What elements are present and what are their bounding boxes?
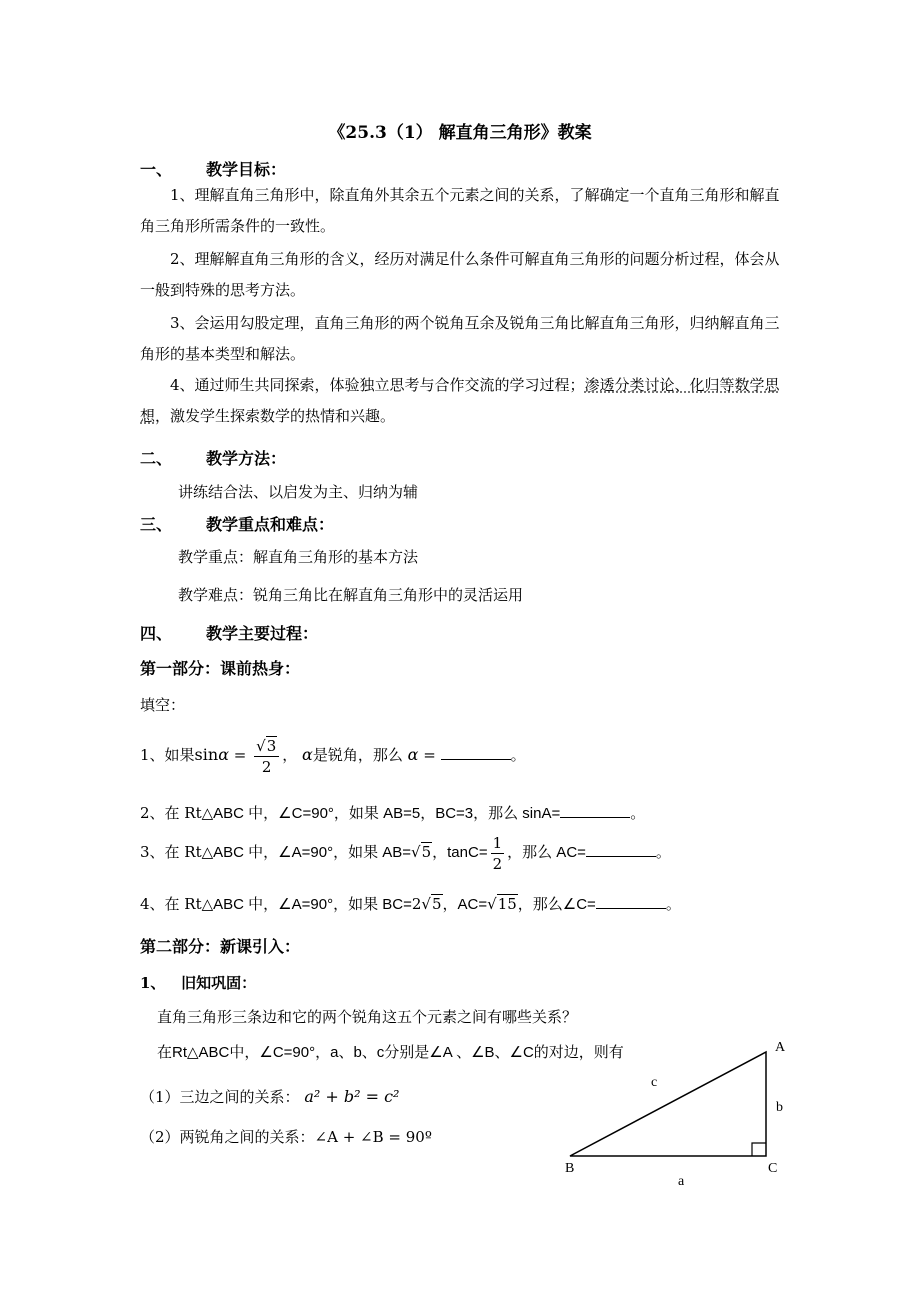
q1-equals-2: =: [423, 746, 436, 764]
q4-sqrt-2: √15: [487, 895, 517, 913]
page-title: 《25.3（1） 解直角三角形》教案: [328, 123, 592, 143]
q3-text: △ABC 中，∠A=90°，如果 AB=: [201, 844, 412, 861]
section-3-number: 三、: [140, 515, 173, 534]
q2-text: △ABC 中，∠C=90°，如果 AB=5，BC=3，那么 sinA=: [201, 805, 561, 822]
q4-ac: ，AC=: [442, 896, 488, 913]
q1-comma: ，: [282, 746, 298, 764]
triangle-setup: 在Rt△ABC中，∠C=90°，a、b、c分别是∠A 、∠B、∠C的对边，则有: [157, 1044, 624, 1061]
relation-1-formula: a² + b² = c²: [304, 1087, 400, 1106]
q1-alpha-3: α: [407, 745, 419, 764]
q1-prefix: 1、如果: [140, 746, 195, 764]
q4-end: 。: [665, 895, 681, 913]
goal-3: 3、会运用勾股定理，直角三角形的两个锐角互余及锐角三角比解直角三角形，归纳解直角三角形的基本类型和解法。: [140, 314, 780, 363]
difficult-point: 教学难点：锐角三角比在解直角三角形中的灵活运用: [178, 586, 524, 604]
vertex-c-label: C: [768, 1161, 778, 1176]
q1-equals: =: [233, 746, 247, 764]
q4-sqrt: √5: [421, 895, 442, 913]
section-4-title: 教学主要过程：: [206, 624, 319, 643]
triangle-shape: [570, 1052, 766, 1156]
side-b-label: b: [776, 1100, 783, 1115]
q1-numerator: 3: [266, 736, 277, 755]
part-2-subheading: 1、 旧知巩固：: [140, 974, 257, 992]
goal-4-part-a: 4、通过师生共同探索，体验独立思考与合作交流的学习过程；: [170, 376, 585, 394]
q3-numerator: 1: [492, 833, 503, 852]
relation-2-formula: ∠A + ∠B = 90º: [314, 1128, 432, 1146]
review-question: 直角三角形三条边和它的两个锐角这五个元素之间有哪些关系？: [157, 1008, 578, 1026]
q1-fraction: $\frac{√3}{2}$: [254, 736, 279, 777]
relation-1-label: （1）三边之间的关系：: [140, 1088, 300, 1106]
side-c-label: c: [651, 1075, 658, 1090]
section-1-number: 一、: [140, 160, 173, 179]
q4-radicand-2: 15: [497, 895, 517, 913]
q3-tanc: ，tanC=: [432, 844, 488, 861]
vertex-a-label: A: [775, 1040, 786, 1055]
q4-text: △ABC 中，∠A=90°，如果 BC=: [201, 896, 412, 913]
part-2-heading: 第二部分：新课引入：: [140, 937, 301, 956]
q3-sqrt: √5: [411, 843, 432, 861]
q1-denominator: 2: [261, 757, 272, 776]
section-4-number: 四、: [140, 624, 173, 643]
q3-end: 。: [655, 843, 671, 861]
section-2-title: 教学方法：: [206, 449, 287, 468]
fill-label: 填空：: [140, 696, 186, 714]
vertex-b-label: B: [565, 1161, 575, 1176]
q4-text-2: ，那么∠C=: [517, 896, 596, 913]
goal-1: 1、理解直角三角形中，除直角外其余五个元素之间的关系，了解确定一个直角三角形和解直角三角形所需条件的一致性。: [140, 186, 780, 235]
q1-sin: sin: [194, 745, 219, 764]
right-angle-mark: [752, 1143, 766, 1156]
q3-text-2: ，那么 AC=: [507, 844, 586, 861]
relation-2-label: （2）两锐角之间的关系：: [140, 1128, 315, 1146]
q4-coef: 2: [411, 895, 422, 913]
q1-alpha: α: [218, 745, 229, 764]
method-text: 讲练结合法、以启发为主、归纳为辅: [178, 483, 419, 501]
q4-prefix: 4、在 Rt: [140, 895, 202, 913]
q3-radicand: 5: [421, 843, 432, 861]
q2-prefix: 2、在 Rt: [140, 804, 202, 822]
part-1-heading: 第一部分：课前热身：: [140, 659, 301, 678]
section-2-number: 二、: [140, 449, 173, 468]
side-a-label: a: [678, 1174, 685, 1189]
q3-denominator: 2: [492, 854, 503, 873]
q1-text: 是锐角，那么: [312, 746, 403, 764]
goal-2: 2、理解解直角三角形的含义，经历对满足什么条件可解直角三角形的问题分析过程，体会从一般到特殊的思考方法。: [140, 250, 780, 299]
section-1-title: 教学目标：: [206, 160, 287, 179]
section-3-title: 教学重点和难点：: [206, 515, 335, 534]
q2-end: 。: [630, 804, 646, 822]
q1-alpha-2: α: [302, 745, 313, 764]
q4-radicand: 5: [431, 895, 442, 913]
key-point: 教学重点：解直角三角形的基本方法: [178, 548, 419, 566]
q1-end: 。: [510, 746, 526, 764]
goal-4-emphasis: 渗透分类讨论、化归等数学思想: [140, 376, 780, 425]
q3-prefix: 3、在 Rt: [140, 843, 202, 861]
goal-4-part-c: ，激发学生探索数学的热情和兴趣。: [155, 407, 396, 425]
